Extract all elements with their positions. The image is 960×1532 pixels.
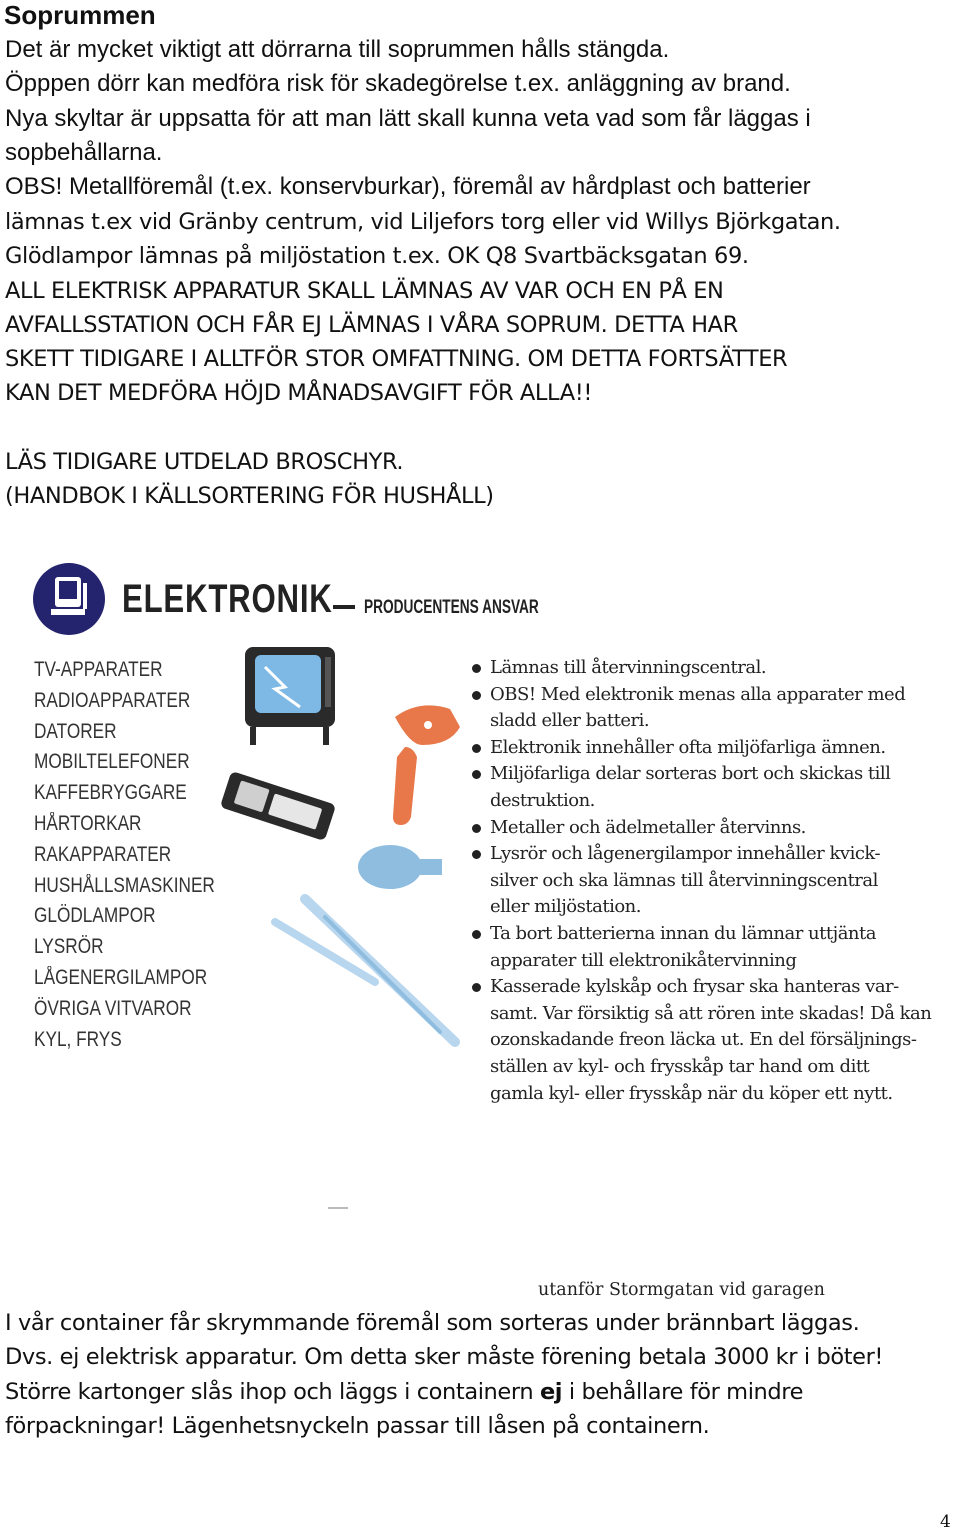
category-item: ÖVRIGA VITVAROR	[34, 996, 192, 1020]
info-bullet	[470, 974, 940, 1107]
category-item: GLÖDLAMPOR	[34, 904, 156, 928]
container-line-part: Större kartonger slås ihop och läggs i containern	[5, 1378, 540, 1405]
notice-line: AVFALLSSTATION OCH FÅR EJ LÄMNAS I VÅRA SOPRUM. DETTA HAR	[5, 311, 738, 338]
info-bullet-list	[470, 655, 940, 1107]
bullet-line: OBS! Med elektronik menas alla apparater med	[490, 683, 906, 705]
category-item: RADIOAPPARATER	[34, 688, 191, 712]
container-line-part: i behållare för mindre	[562, 1378, 804, 1405]
category-item: KAFFEBRYGGARE	[34, 781, 187, 805]
category-item: HUSHÅLLSMASKINER	[34, 873, 215, 897]
bullet-line: gamla kyl- eller frysskåp när du köper ett nytt.	[490, 1082, 893, 1104]
container-line: I vår container får skrymmande föremål som sorteras under brännbart läggas.	[5, 1310, 860, 1336]
spacer	[5, 411, 955, 445]
category-item: MOBILTELEFONER	[34, 750, 190, 774]
bullet-line: Metaller och ädelmetaller återvinns.	[490, 816, 806, 838]
bullet-line: Lysrör och lågenergilampor innehåller kvick-	[490, 843, 881, 865]
info-bullet	[470, 655, 940, 682]
bullet-line: eller miljöstation.	[490, 896, 641, 918]
intro-line: Öpppen dörr kan medföra risk för skadegörelse t.ex. anläggning av brand.	[5, 70, 791, 98]
bullet-line: samt. Var försiktig så att rören inte skadas! Då kan	[490, 1002, 932, 1024]
title-dash	[333, 605, 355, 609]
notice-line: ALL ELEKTRISK APPARATUR SKALL LÄMNAS AV VAR OCH EN PÅ EN	[5, 277, 724, 304]
appliance-illustrations	[205, 637, 475, 1057]
bullet-line: Lämnas till återvinningscentral.	[490, 657, 767, 678]
computer-icon	[33, 563, 105, 635]
mobile-phone-icon	[220, 771, 336, 841]
bullet-line: Kasserade kylskåp och frysar ska hanteras var-	[490, 976, 899, 998]
electronics-infographic	[30, 555, 930, 1115]
photo-caption: utanför Stormgatan vid garagen	[538, 1280, 825, 1300]
section-heading: Soprummen	[4, 0, 156, 30]
category-item: RAKAPPARATER	[34, 842, 172, 866]
notice-line: KAN DET MEDFÖRA HÖJD MÅNADSAVGIFT FÖR ALLA!!	[5, 380, 592, 407]
info-bullet	[470, 735, 940, 762]
brochure-line: LÄS TIDIGARE UTDELAD BROSCHYR.	[5, 449, 404, 476]
info-bullet	[470, 841, 940, 921]
notice-line: lämnas t.ex vid Gränby centrum, vid Liljefors torg eller vid Willys Björkgatan.	[5, 209, 841, 235]
page-number: 4	[940, 1512, 951, 1532]
notice-line: Glödlampor lämnas på miljöstation t.ex. OK Q8 Svartbäcksgatan 69.	[5, 243, 749, 270]
light-bulb-icon	[358, 845, 442, 889]
intro-line: Det är mycket viktigt att dörrarna till soprummen hålls stängda.	[5, 36, 670, 63]
notice-paragraph	[5, 205, 955, 514]
bullet-line: apparater till elektronikåtervinning	[490, 949, 797, 971]
emphasis-ej: ej	[539, 1378, 563, 1405]
info-bullet	[470, 682, 940, 735]
info-bullet	[470, 761, 940, 814]
intro-line: Nya skyltar är uppsatta för att man lätt skall kunna veta vad som får läggas i	[5, 104, 811, 132]
image-artifact	[328, 1207, 348, 1209]
bullet-line: silver och ska lämnas till återvinningscentral	[490, 869, 878, 891]
bullet-line: sladd eller batteri.	[490, 710, 650, 732]
container-line: förpackningar! Lägenhetsnyckeln passar till låsen på containern.	[5, 1412, 710, 1439]
tv-icon	[245, 647, 335, 745]
bullet-line: destruktion.	[490, 789, 595, 811]
hair-dryer-icon	[393, 705, 460, 825]
category-item: LÅGENERGILAMPOR	[34, 965, 208, 989]
info-bullet	[470, 815, 940, 842]
brochure-line: (HANDBOK I KÄLLSORTERING FÖR HUSHÅLL)	[5, 483, 494, 510]
bullet-line: Miljöfarliga delar sorteras bort och skickas till	[490, 763, 891, 785]
fluorescent-tube-icon	[275, 899, 455, 1042]
container-line: Dvs. ej elektrisk apparatur. Om detta sker måste förening betala 3000 kr i böter!	[5, 1344, 884, 1371]
container-paragraph	[5, 1306, 955, 1443]
bullet-line: Ta bort batterierna innan du lämnar uttjänta	[490, 922, 876, 944]
intro-line: OBS! Metallföremål (t.ex. konservburkar), föremål av hårdplast och batterier	[5, 173, 811, 201]
intro-line: sopbehållarna.	[5, 138, 163, 166]
notice-line: SKETT TIDIGARE I ALLTFÖR STOR OMFATTNING. OM DETTA FORTSÄTTER	[5, 346, 788, 373]
bullet-line: Elektronik innehåller ofta miljöfarliga ämnen.	[490, 736, 886, 758]
bullet-line: ozonskadande freon läcka ut. En del försäljnings-	[490, 1029, 917, 1051]
category-item: DATORER	[34, 719, 117, 743]
bullet-line: ställen av kyl- och frysskåp tar hand om ditt	[490, 1055, 870, 1077]
category-item: LYSRÖR	[34, 935, 104, 959]
category-item: KYL, FRYS	[34, 1027, 122, 1051]
info-bullet	[470, 921, 940, 974]
intro-paragraph	[5, 33, 955, 204]
category-item: TV-APPARATER	[34, 658, 163, 681]
figure-subtitle: PRODUCENTENS ANSVAR	[364, 597, 539, 618]
category-item: HÅRTORKAR	[34, 811, 142, 835]
figure-title: ELEKTRONIK	[122, 577, 333, 621]
container-line	[5, 1375, 955, 1409]
